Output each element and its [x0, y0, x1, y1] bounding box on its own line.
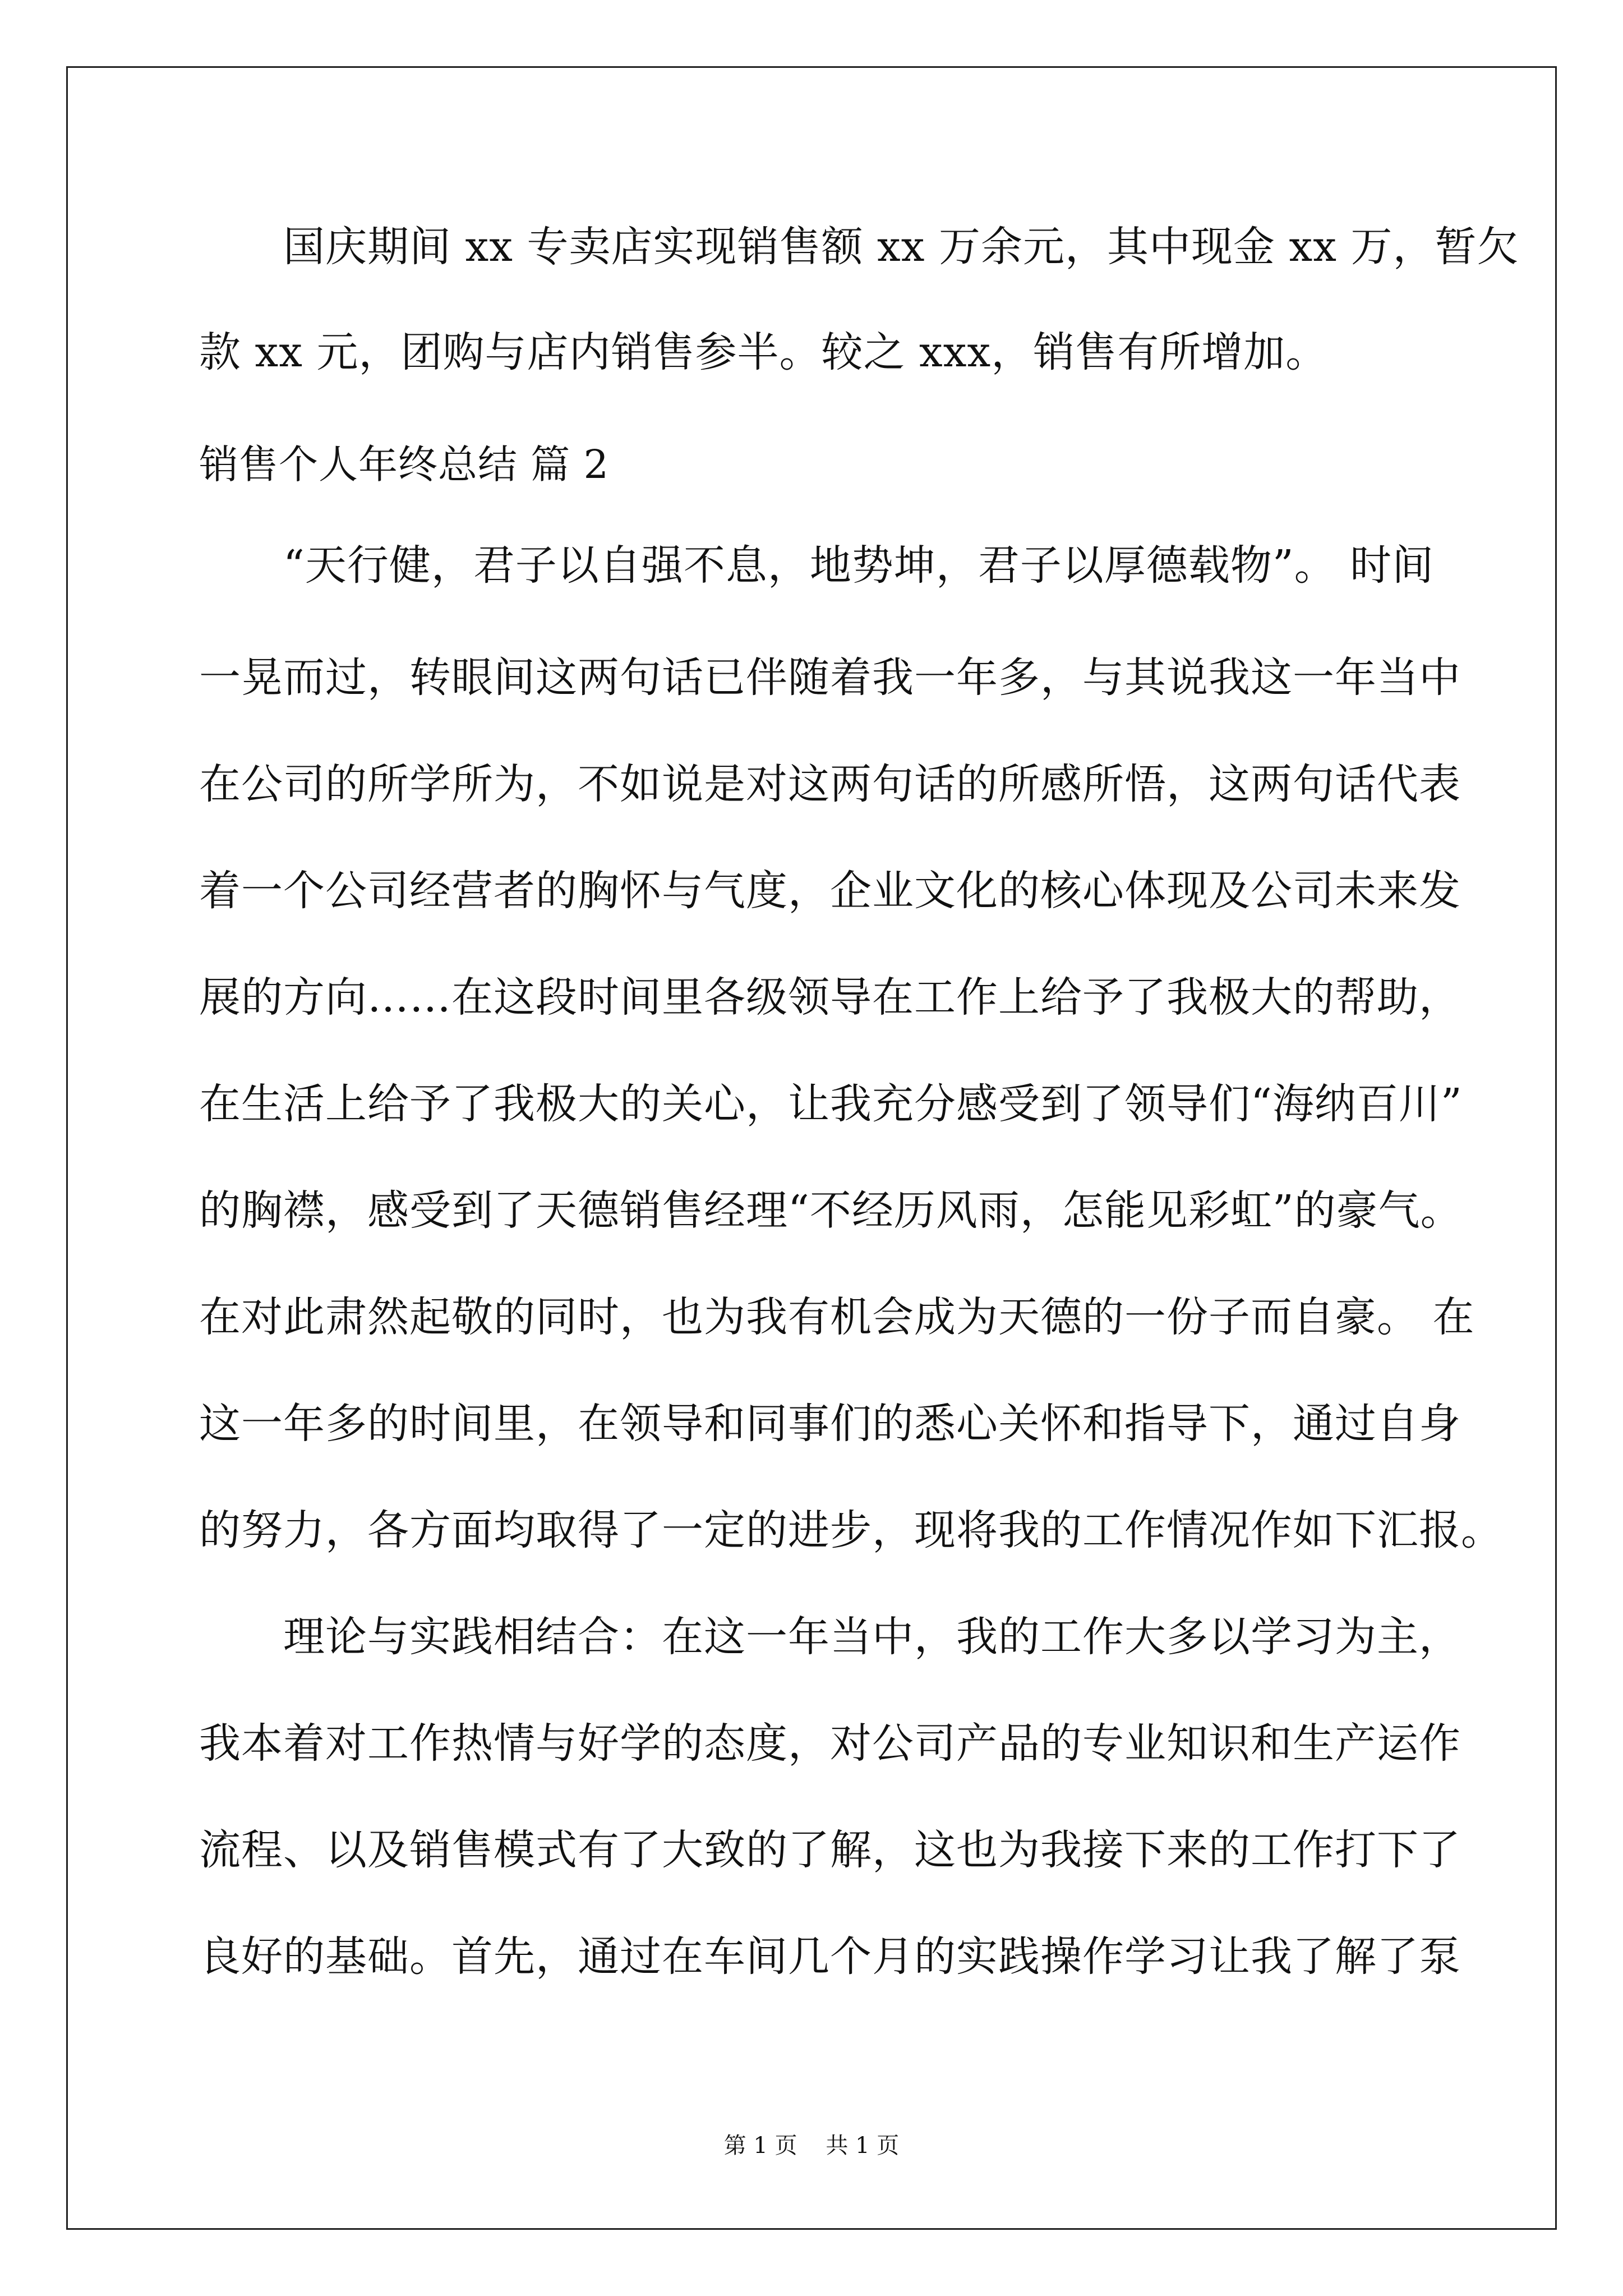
paragraph-2-line-1: “天行健，君子以自强不息，地势坤，君子以厚德载物”。 时间 [283, 541, 1435, 590]
paragraph-2-line-4: 着一个公司经营者的胸怀与气度，企业文化的核心体现及公司未来发 [199, 867, 1461, 915]
page-number-footer: 第 1 页 共 1 页 [723, 2133, 900, 2159]
paragraph-1-line-1: 国庆期间 xx 专卖店实现销售额 xx 万余元，其中现金 xx 万，暂欠 [283, 223, 1519, 271]
paragraph-2-line-2: 一晃而过，转眼间这两句话已伴随着我一年多，与其说我这一年当中 [199, 654, 1461, 702]
paragraph-2-line-9: 这一年多的时间里，在领导和同事们的悉心关怀和指导下，通过自身 [199, 1400, 1461, 1448]
paragraph-3-line-2: 我本着对工作热情与好学的态度，对公司产品的专业知识和生产运作 [199, 1719, 1461, 1768]
section-heading: 销售个人年终总结 篇 2 [199, 441, 610, 487]
paragraph-3-line-1: 理论与实践相结合：在这一年当中，我的工作大多以学习为主， [283, 1613, 1461, 1661]
paragraph-2-line-6: 在生活上给予了我极大的关心，让我充分感受到了领导们“海纳百川” [199, 1080, 1463, 1128]
paragraph-2-line-3: 在公司的所学所为，不如说是对这两句话的所感所悟，这两句话代表 [199, 760, 1461, 808]
page-border [66, 66, 1557, 2230]
paragraph-2-line-5: 展的方向……在这段时间里各级领导在工作上给予了我极大的帮助， [199, 973, 1461, 1022]
paragraph-2-line-10: 的努力，各方面均取得了一定的进步，现将我的工作情况作如下汇报。 [199, 1506, 1503, 1554]
paragraph-2-line-8: 在对此肃然起敬的同时，也为我有机会成为天德的一份子而自豪。 在 [199, 1293, 1475, 1341]
paragraph-3-line-3: 流程、以及销售模式有了大致的了解，这也为我接下来的工作打下了 [199, 1826, 1461, 1874]
paragraph-1-line-2: 款 xx 元，团购与店内销售参半。较之 xxx，销售有所增加。 [199, 328, 1328, 376]
paragraph-3-line-4: 良好的基础。首先，通过在车间几个月的实践操作学习让我了解了泵 [199, 1932, 1461, 1981]
paragraph-2-line-7: 的胸襟，感受到了天德销售经理“不经历风雨，怎能见彩虹”的豪气。 [199, 1186, 1463, 1235]
